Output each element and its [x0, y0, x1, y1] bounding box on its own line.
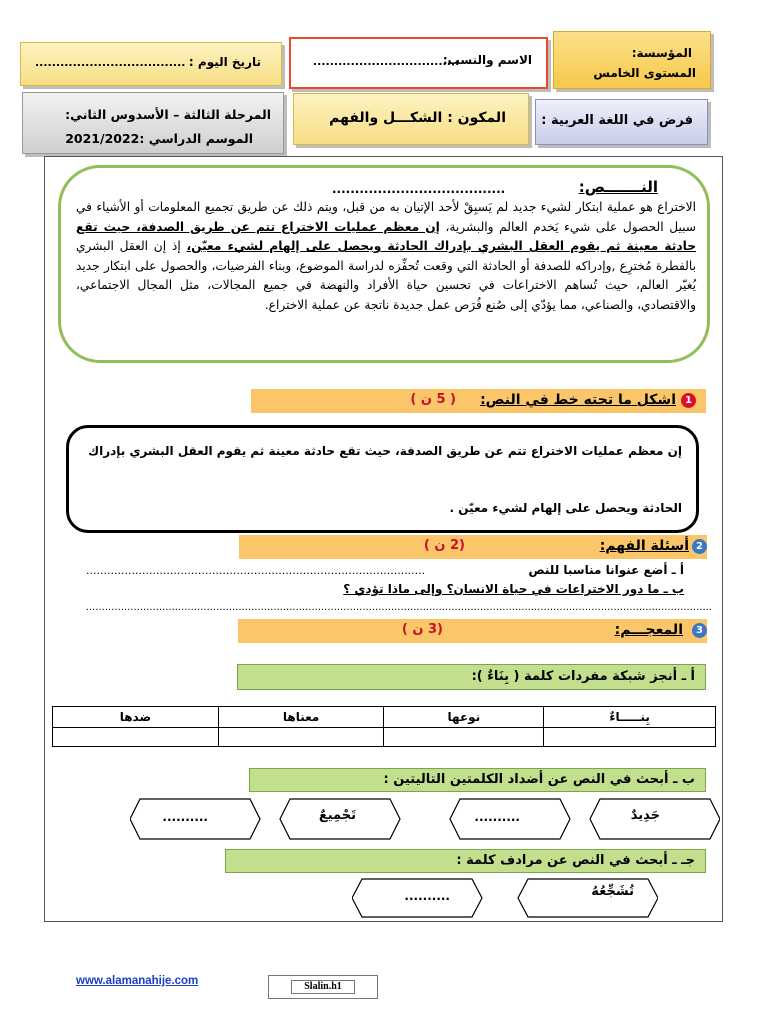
antonym-word-1: جَدِيدٌ — [630, 808, 660, 823]
section2-q2-dots[interactable]: ..................................................................................................................................................................................................... — [85, 602, 712, 613]
section3-bar — [238, 619, 707, 643]
component-label: المكون : الشكـــل والفهم — [329, 110, 506, 126]
section1-points: ( 5 ن ) — [410, 392, 456, 407]
section2-number-icon: 2 — [692, 539, 707, 554]
stage-box — [22, 92, 284, 154]
antonym-answer-1[interactable]: .......... — [474, 810, 520, 824]
vocabulary-grid — [52, 706, 716, 747]
text-passage — [76, 198, 696, 316]
text-title: النـــــــص: — [578, 178, 658, 196]
section2-q1: أ ـ أضع عنوانا مناسبا للنص — [528, 563, 684, 577]
grid-header-meaning: معناها — [218, 707, 384, 728]
antonym-answer-2[interactable]: .......... — [162, 810, 208, 824]
grid-header-antonym: ضدها — [53, 707, 219, 728]
section2-q1-dots[interactable]: ................................................................................................. — [86, 564, 426, 577]
date-label: تاريخ اليوم : — [188, 55, 261, 69]
grid-header-word: بِنـــــاءٌ — [544, 707, 716, 728]
section3-b-bar — [249, 768, 706, 792]
section3-a-bar — [237, 664, 706, 690]
synonym-answer[interactable]: .......... — [404, 889, 450, 903]
date-box — [20, 42, 282, 86]
footer-website-link[interactable]: www.alamanahije.com — [76, 975, 199, 987]
test-title: فرض في اللغة العربية : — [541, 113, 693, 128]
passage-part-1: الاختراع هو عملية ابتكار لشيء جديد لم يَسبِقْ لأحد الإتيان به من قبل، ويتم ذلك عن طريق تجميع المعلومات أو الأشياء في سبيل الحصول على شيء يَخدم العالم والبشرية، — [76, 200, 697, 234]
section3-c-bar — [225, 849, 706, 873]
section3-b-label: ب ـ أبحث في النص عن أضداد الكلمتين التاليتين : — [383, 772, 695, 787]
section1-label: اشكل ما تحته خط في النص: — [480, 392, 676, 408]
level-label: المستوى الخامس — [593, 66, 696, 80]
component-box — [293, 93, 529, 145]
antonym-word-2: تَجْمِيعٌ — [318, 808, 356, 823]
synonym-word: تُشَجِّعُهُ — [591, 884, 634, 899]
text-title-dots[interactable]: ...................................... — [332, 182, 506, 196]
passage-underlined: إن معظم عمليات الاختراع تتم عن طريق الصدفة، حيث تقع حادثة معينة ثم يقوم العقل البشري بإدراك الحادثة ويحصل على إلهام لشيء معيّن، — [76, 219, 697, 254]
footer-signature: Slalin.h1 — [304, 981, 342, 992]
passage-part-2: إذ إن العقل البشري بالفطرة مُخترِع ,وإدراكه للصدفة أو الحادثة التي وقعت تُحفِّزه لدراسة الموضوع، وبناء الفرضيات، والحصول على ابتكار جديد يُغيّر العالم، حيث تُساهم الاختراعات في تحسين حياة الأفراد والنهضة في جميع المجالات، مثل المجال الاجتماعي، والاقتصادي، والصناعي، مما يؤدّي إلى صُنع فُرَص عمل جديدة ناتجة عن عملية الاختراع. — [76, 239, 696, 312]
name-dots[interactable]: ................................... — [313, 55, 460, 68]
section2-bar — [239, 535, 707, 559]
grid-cell-antonym[interactable] — [53, 728, 219, 747]
grid-header-type: نوعها — [384, 707, 544, 728]
section1-bar — [251, 389, 706, 413]
stage-label: المرحلة الثالثة – الأسدوس الثاني: — [65, 107, 271, 122]
name-box — [289, 37, 548, 89]
section2-points: (2 ن ) — [423, 538, 465, 553]
section1-number-icon: 1 — [681, 393, 696, 408]
section1-answer-box — [66, 425, 699, 533]
section3-a-label: أ ـ أنجز شبكة مفردات كلمة ( بِنَاءٌ ): — [471, 669, 695, 684]
season-label: الموسم الدراسي :2021/2022 — [65, 131, 253, 146]
section3-number-icon: 3 — [692, 623, 707, 638]
section1-box-line2: الحادثة ويحصل على إلهام لشيء معيّن . — [449, 501, 682, 515]
test-title-box — [535, 99, 708, 145]
grid-cell-meaning[interactable] — [218, 728, 384, 747]
grid-cell-word — [544, 728, 716, 747]
date-dots[interactable]: .................................... — [35, 56, 186, 69]
footer-signature-box — [268, 975, 378, 999]
synonym-hex-outline-1 — [518, 879, 658, 917]
section3-c-label: جـ ـ أبحث في النص عن مرادف كلمة : — [456, 853, 695, 868]
section3-label: المعجـــم: — [614, 622, 683, 638]
section2-q2: ب ـ ما دور الاختراعات في حياة الانسان؟ وإلى ماذا تؤدي ؟ — [343, 582, 684, 596]
section2-label: أسئلة الفهم: — [599, 538, 689, 554]
grid-cell-type[interactable] — [384, 728, 544, 747]
institution-box — [553, 31, 711, 89]
institution-label: المؤسسة: — [631, 46, 692, 60]
name-label: الاسم والنسب: — [442, 53, 532, 67]
section3-points: (3 ن ) — [401, 622, 443, 637]
section1-box-line1: إن معظم عمليات الاختراع تتم عن طريق الصدفة، حيث تقع حادثة معينة ثم يقوم العقل البشري بإدراك — [88, 444, 682, 458]
